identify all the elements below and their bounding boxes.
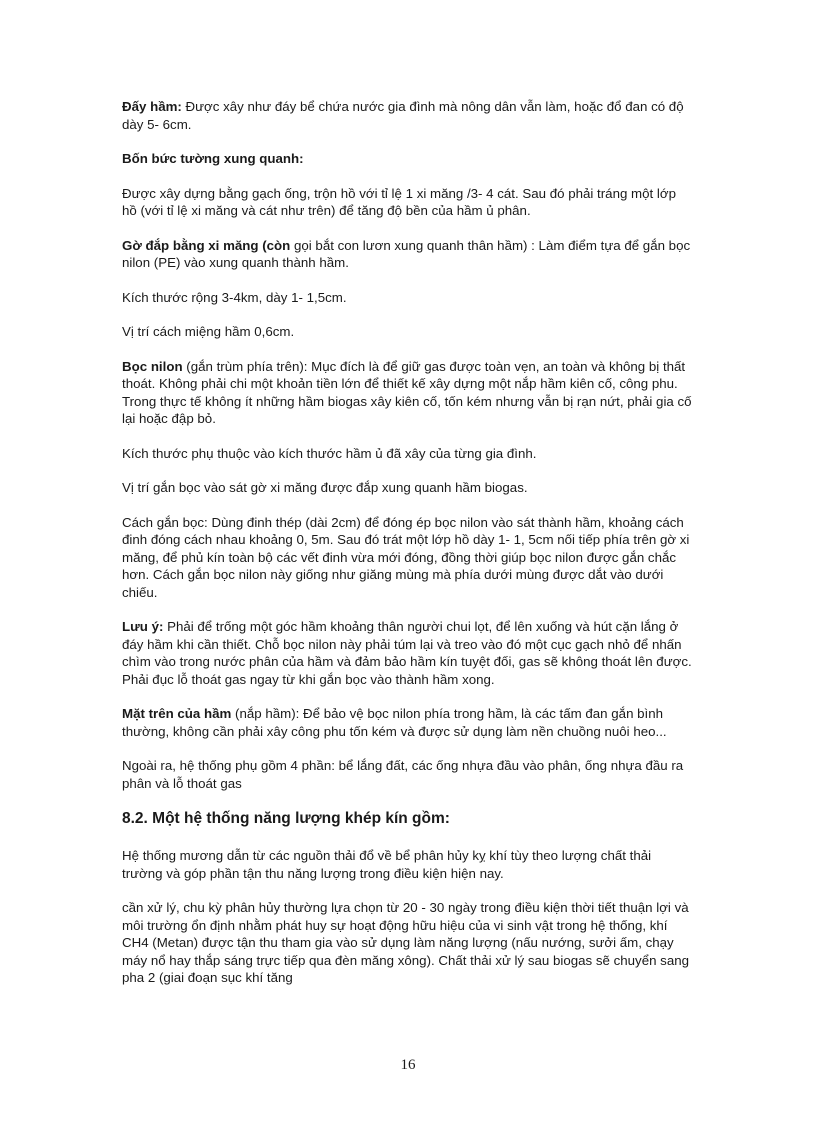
paragraph-text: Vị trí gắn bọc vào sát gờ xi măng được đắp xung quanh hầm biogas.: [122, 480, 528, 495]
paragraph-ngoai-ra: [122, 757, 694, 792]
section-heading: 8.2. Một hệ thống năng lượng khép kín gồm:: [122, 810, 450, 827]
paragraph-text: gọi bắt con lươn xung quanh thân hầm) : Làm điểm tựa để gắn bọc nilon (PE) vào xung quanh thành hầm.: [122, 237, 691, 270]
section-paragraph: Hệ thống mương dẫn từ các nguồn thải đổ về bể phân hủy kỵ khí tùy theo lượng chất thải trường và góp phần tận thu năng lượng trong điều kiện hiện nay.: [122, 848, 652, 881]
paragraph-lead: Đấy hầm:: [122, 99, 182, 114]
paragraph-kich-thuoc-boc: [122, 445, 694, 463]
paragraph-go-dap: [122, 237, 694, 272]
paragraph-vi-tri-boc: [122, 479, 694, 497]
paragraph-luu-y: [122, 618, 694, 688]
paragraph-text: Phải để trống một góc hầm khoảng thân người chui lọt, để lên xuống và hút cặn lắng ở đáy hầm khi cần thiết. Chỗ bọc nilon này phải túm lại và treo vào đó một cục gạch nhỏ để nhấn chìm vào trong nước phân của hầm và đảm bảo hầm kín tuyệt đối, gas sẽ không thoát lên được. Phải đục lỗ thoát gas ngay từ khi gắn bọc vào thành hầm xong.: [122, 619, 692, 687]
paragraph-text: Cách gắn bọc: Dùng đinh thép (dài 2cm) để đóng ép bọc nilon vào sát thành hầm, khoảng cách đinh đóng cách nhau khoảng 0, 5m. Sau đó trát một lớp hồ dày 1- 1, 5cm nối tiếp phía trên gờ xi măng, để phủ kín toàn bộ các vết đinh vừa mới đóng, đồng thời giúp bọc nilon được gắn chắc hơn. Cách gắn bọc nilon này giống như giăng mùng mà phía dưới mùng được dắt vào dưới chiếu.: [122, 514, 690, 600]
section-paragraph: cần xử lý, chu kỳ phân hủy thường lựa chọn từ 20 - 30 ngày trong điều kiện thời tiết thuận lợi và môi trường ổn định nhằm phát huy sự hoạt động hữu hiệu của vi sinh vật trong hệ thống, khí CH4 (Metan) được tận thu tham gia vào sử dụng làm năng lượng (nấu nướng, sưởi ấm, chạy máy nổ hay thắp sáng trực tiếp qua đèn măng xông). Chất thải xử lý sau biogas sẽ chuyển sang pha 2 (giai đoạn sục khí tăng: [122, 900, 690, 985]
paragraph-bon-buc-tuong: [122, 150, 694, 168]
paragraph-text: Kích thước phụ thuộc vào kích thước hầm ủ đã xây của từng gia đình.: [122, 445, 537, 461]
paragraph-boc-nilon: [122, 358, 694, 428]
paragraph-lead: Gờ đắp bằng xi măng (còn: [122, 237, 291, 253]
paragraph-text: Vị trí cách miệng hầm 0,6cm.: [122, 324, 295, 339]
paragraph-day-ham: [122, 98, 694, 133]
paragraph-kich-thuoc-go: [122, 289, 694, 307]
paragraph-cach-gan-boc: [122, 514, 694, 602]
document-body: [122, 98, 694, 1004]
paragraph-vi-tri-go: [122, 323, 694, 341]
paragraph-lead: Mặt trên của hầm: [122, 706, 232, 721]
paragraph-text: Kích thước rộng 3-4km, dày 1- 1,5cm.: [122, 289, 347, 305]
paragraph-lead: Bọc nilon: [122, 358, 183, 374]
paragraph-xay-dung: [122, 185, 694, 220]
paragraph-text: (nắp hầm): Để bảo vệ bọc nilon phía trong hầm, là các tấm đan gắn bình thường, không cần phải xây công phu tốn kém và được sử dụng làm nền chuồng nuôi heo...: [122, 706, 667, 739]
paragraph-text: Được xây như đáy bể chứa nước gia đình mà nông dân vẫn làm, hoặc đổ đan có độ dày 5- 6cm.: [122, 99, 684, 132]
paragraph-text: Ngoài ra, hệ thống phụ gồm 4 phần: bể lắng đất, các ống nhựa đầu vào phân, ống nhựa đầu ra phân và lỗ thoát gas: [122, 758, 684, 791]
paragraph-mat-tren: [122, 705, 694, 740]
paragraph-lead: Lưu ý:: [122, 619, 164, 634]
paragraph-text: (gắn trùm phía trên): Mục đích là để giữ gas được toàn vẹn, an toàn và không bị thất thoát. Không phải chi một khoản tiền lớn để thiết kế xây dựng một nắp hầm kiên cố, công phu. Trong thực tế không ít những hầm biogas xây kiên cố, tốn kém nhưng vẫn bị rạn nứt, phải gia cố lại hoặc đập bỏ.: [122, 358, 692, 426]
paragraph-text: Được xây dựng bằng gạch ống, trộn hồ với tỉ lệ 1 xi măng /3- 4 cát. Sau đó phải tráng một lớp hồ (với tỉ lệ xi măng và cát như trên) để tăng độ bền của hầm ủ phân.: [122, 185, 676, 218]
page-number: 16: [400, 1057, 416, 1073]
paragraph-lead: Bốn bức tường xung quanh:: [122, 151, 304, 166]
